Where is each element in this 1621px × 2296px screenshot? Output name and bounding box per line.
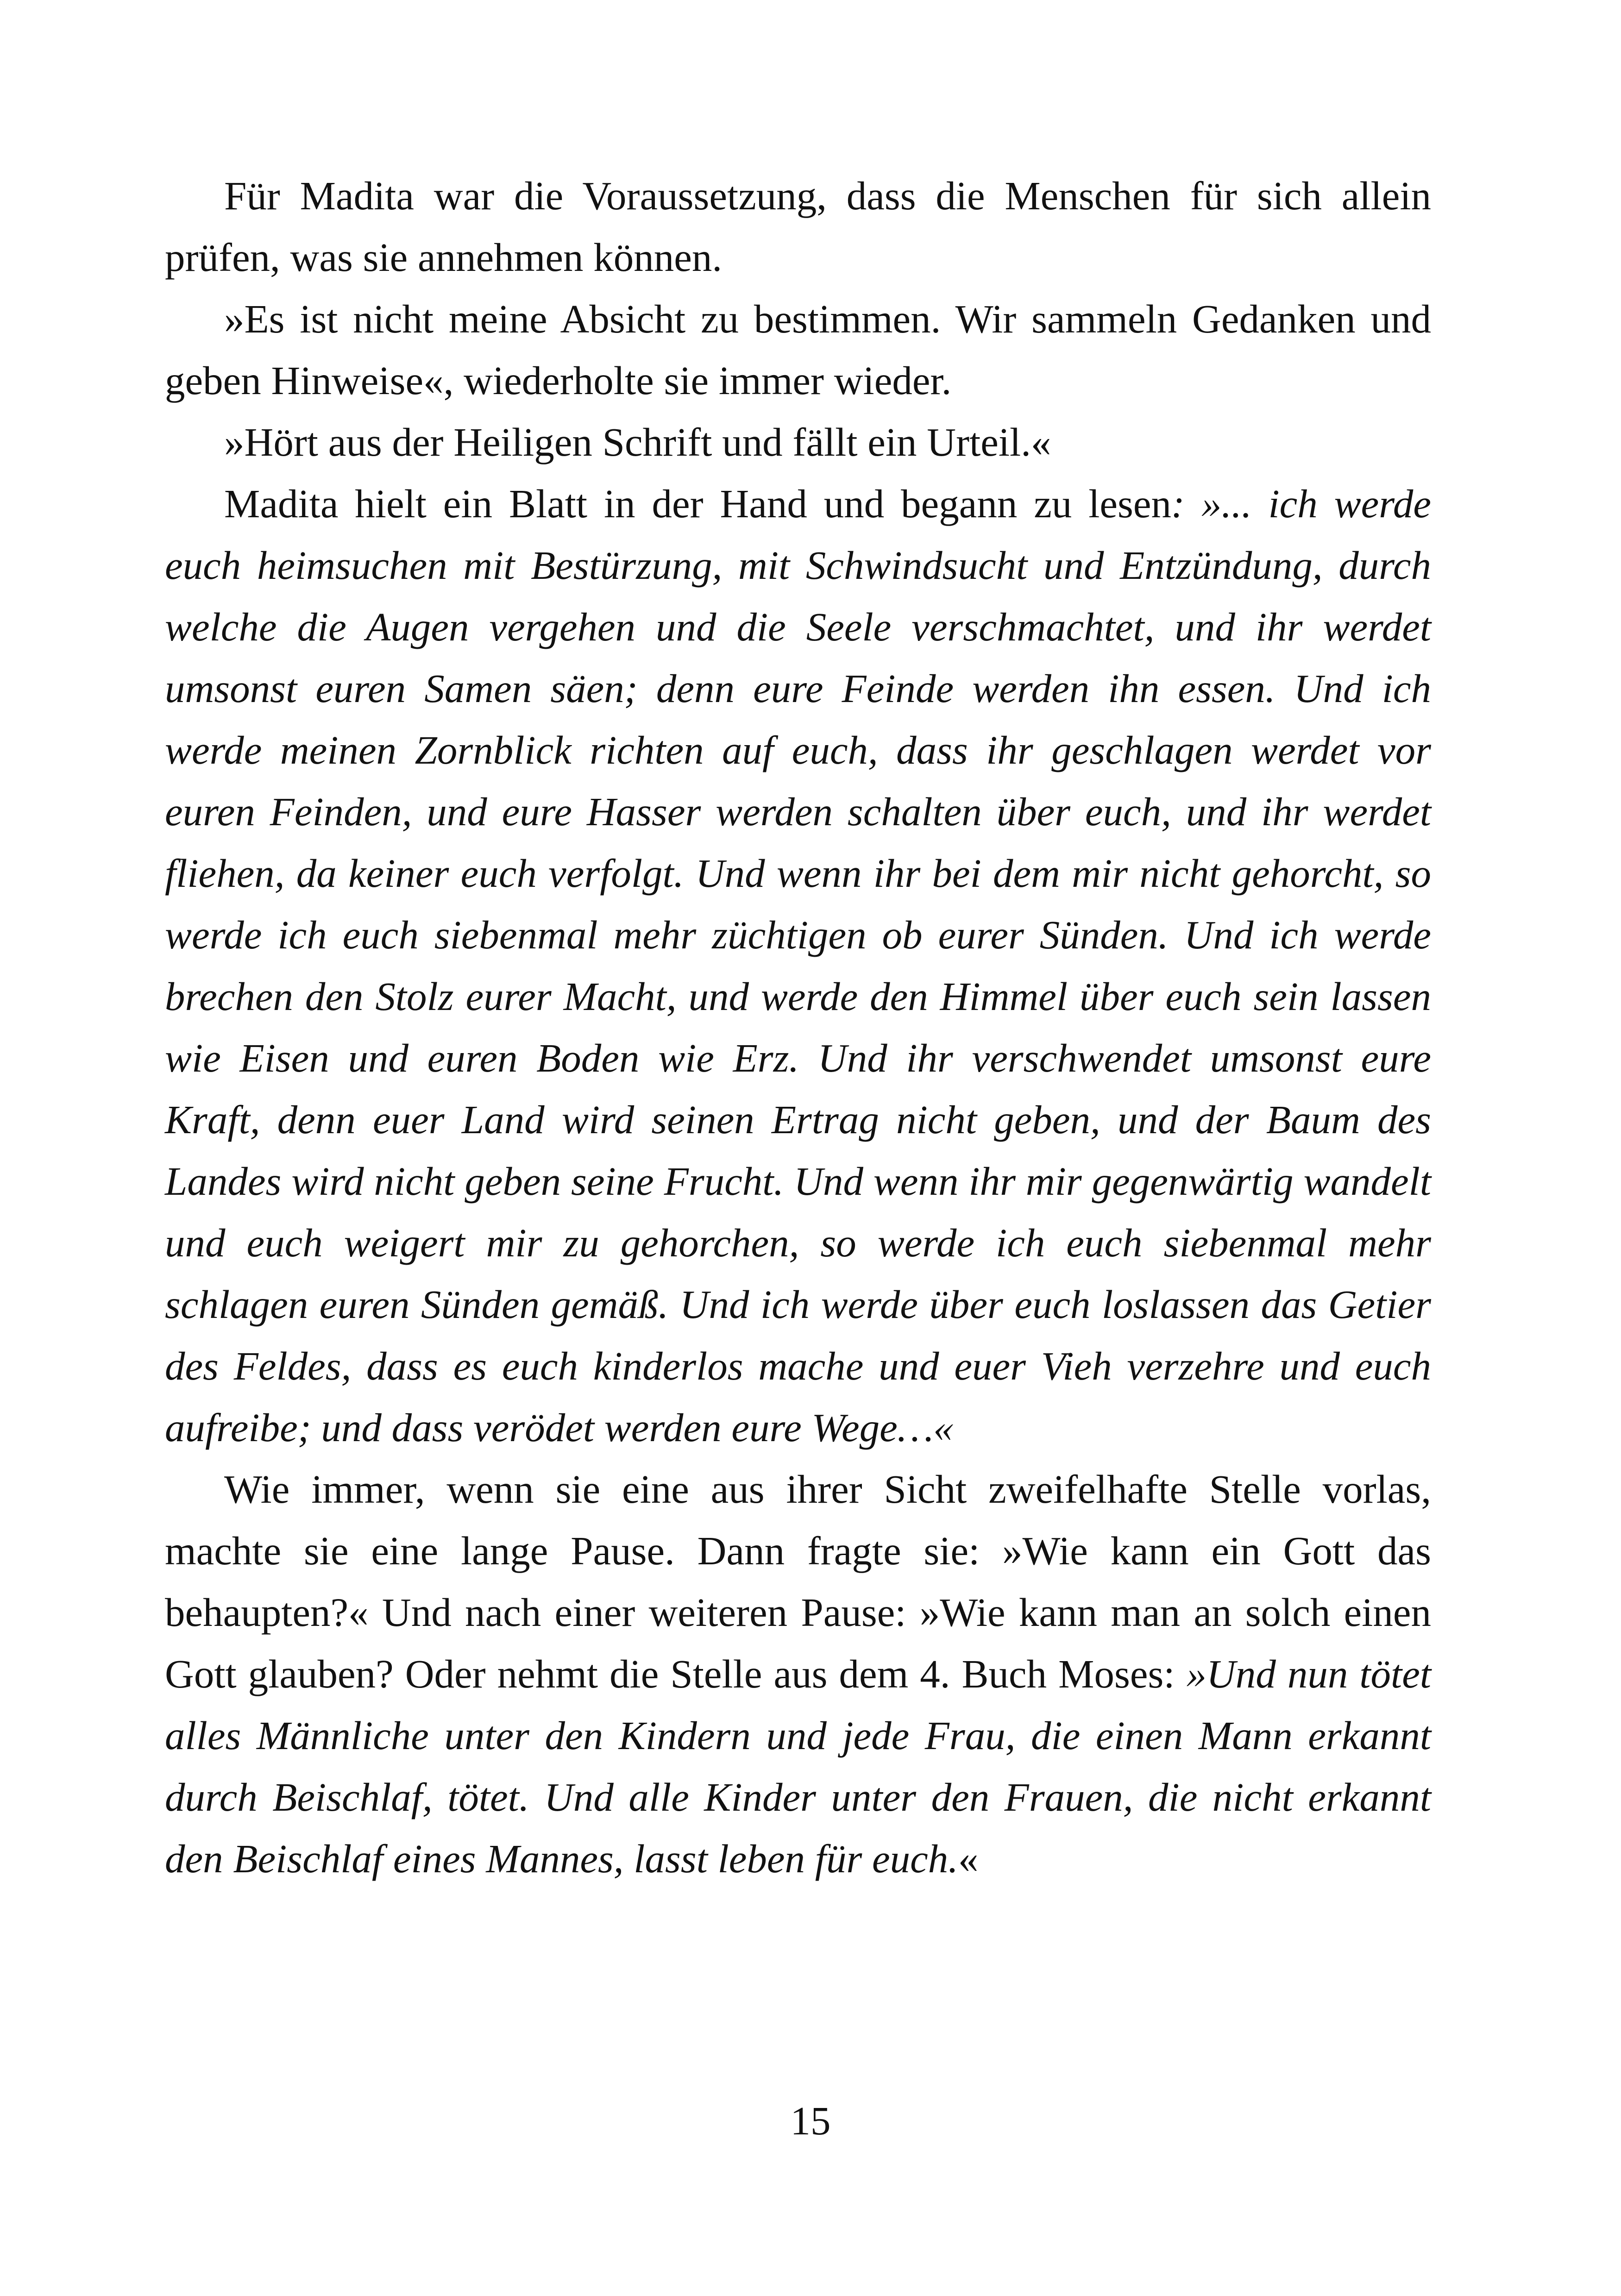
paragraph-text: »Es ist nicht meine Absicht zu bestimmen. Wir sammeln Gedanken und geben Hinweise«, wiederholte sie immer wieder.	[165, 296, 1431, 403]
scripture-quote: : »... ich werde euch heimsuchen mit Bestürzung, mit Schwindsucht und Entzündung, durch welche die Augen vergehen und die Seele verschmachtet, und ihr werdet umsonst euren Samen säen; denn eure Feinde werden ihn essen. Und ich werde meinen Zornblick richten auf euch, dass ihr geschlagen werdet vor euren Feinden, und eure Hasser werden schalten über euch, und ihr werdet fliehen, da keiner euch verfolgt. Und wenn ihr bei dem mir nicht gehorcht, so werde ich euch siebenmal mehr züchtigen ob eurer Sünden. Und ich werde brechen den Stolz eurer Macht, und werde den Himmel über euch sein lassen wie Eisen und euren Boden wie Erz. Und ihr verschwendet umsonst eure Kraft, denn euer Land wird seinen Ertrag nicht geben, und der Baum des Landes wird nicht geben seine Frucht. Und wenn ihr mir gegenwärtig wandelt und euch weigert mir zu gehorchen, so werde ich euch siebenmal mehr schlagen euren Sünden gemäß. Und ich werde über euch loslassen das Getier des Feldes, dass es euch kinderlos mache und euer Vieh verzehre und euch aufreibe; und dass verödet werden eure Wege…«	[165, 481, 1431, 1450]
scripture-quote: »Und nun tötet alles Männliche unter den Kindern und jede Frau, die einen Mann erkannt durch Beischlaf, tötet. Und alle Kinder unter den Frauen, die nicht erkannt den Beischlaf eines Mannes, lasst leben für euch.	[165, 1651, 1431, 1881]
paragraph-text: Madita hielt ein Blatt in der Hand und begann zu lesen	[224, 481, 1171, 526]
paragraph	[165, 165, 1431, 288]
paragraph	[165, 411, 1431, 473]
paragraph	[165, 473, 1431, 1458]
paragraph-text: Wie immer, wenn sie eine aus ihrer Sicht zweifelhafte Stelle vorlas, machte sie eine lange Pause. Dann fragte sie: »Wie kann ein Gott das behaupten?« Und nach einer weiteren Pause: »Wie kann man an solch einen Gott glauben? Oder nehmt die Stelle aus dem 4. Buch Moses:	[165, 1467, 1431, 1696]
paragraph-text: Für Madita war die Voraussetzung, dass die Menschen für sich allein prüfen, was sie annehmen können.	[165, 173, 1431, 280]
paragraph	[165, 1458, 1431, 1889]
book-page	[165, 165, 1431, 1889]
page-number: 15	[790, 2098, 831, 2143]
closing-quote-mark: «	[958, 1836, 979, 1881]
paragraph	[165, 288, 1431, 411]
paragraph-text: »Hört aus der Heiligen Schrift und fällt ein Urteil.«	[224, 420, 1051, 464]
